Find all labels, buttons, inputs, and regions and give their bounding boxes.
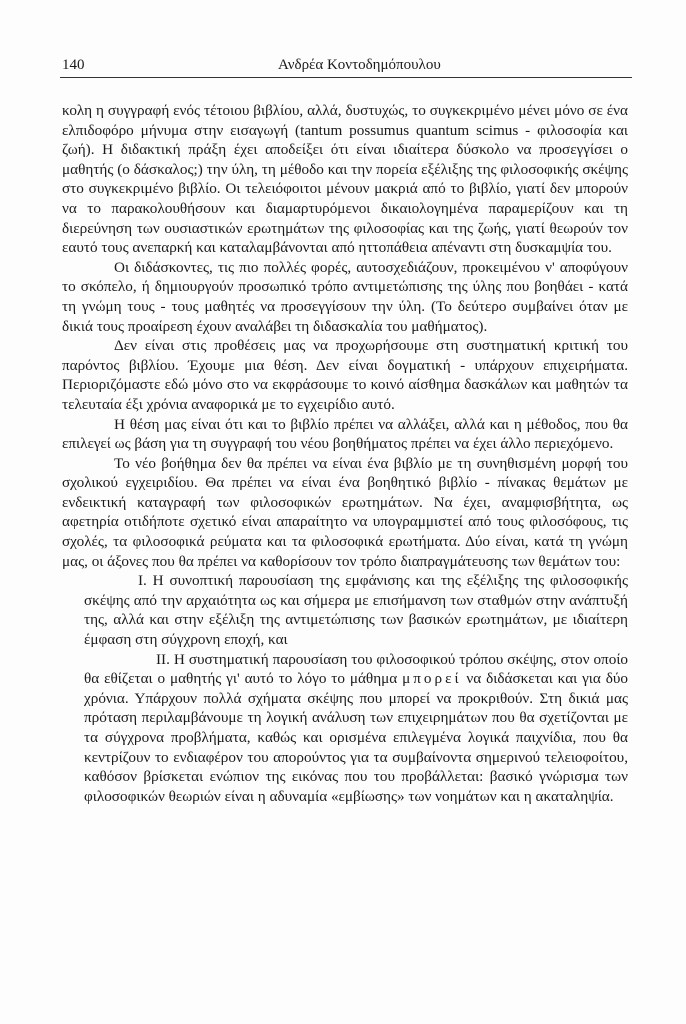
list-item-2-text-after: να διδάσκεται και για δύο χρόνια. Υπάρχουν πολλά σχήματα σκέψης που μπορεί να προκριθούν. Στη δικιά μας πρόταση περιλαμβάνουμε τη λογική ανάλυση των επιχειρημάτων που θα σχετίζονται με τα σύγχρονα προβλήματα, καθώς και ορισμένα επιλεγμένα λογικά παιχνίδια, που θα κεντρίζουν το ενδιαφέρον του απορούντος για τα συμβαίνοντα σημερινού τελειοφοίτου, καθόσον βρίσκεται ενώπιον της εικόνας που του προβάλλεται: βασικό γνώρισμα των φιλοσοφικών θεωριών είναι η αδυναμία «εμβίωσης» των νοημάτων και η ακαταληψία. <box>84 670 628 805</box>
header-rule <box>60 77 632 78</box>
running-head: Ανδρέα Κοντοδημόπουλου <box>278 57 441 73</box>
page-header <box>60 50 632 80</box>
body-text <box>62 101 628 806</box>
paragraph-5: Το νέο βοήθημα δεν θα πρέπει να είναι ένα βιβλίο με τη συνηθισμένη μορφή του σχολικού εγχειριδίου. Θα πρέπει να είναι ένα βοηθητικό βιβλίο - πίνακας θεμάτων με ενδεικτική καταγραφή των φιλοσοφικών ερωτημάτων. Να έχει, αναμφισβήτητα, ως αφετηρία οτιδήποτε σχετικό είναι απαραίτητο να υπογραμμιστεί από τους φιλοσόφους, τις σχολές, τα φιλοσοφικά ρεύματα και τα φιλοσοφικά ερωτήματα. Δύο είναι, κατά τη γνώμη μας, οι άξονες που θα πρέπει να καθορίσουν τον τρόπο διαπραγμάτευσης των θεμάτων του: <box>62 454 628 570</box>
paragraph-4: Η θέση μας είναι ότι και το βιβλίο πρέπει να αλλάξει, αλλά και η μέθοδος, που θα επιλεγεί ως βάση για τη συγγραφή του νέου βοηθήματος πρέπει να έχει άλλο περιεχόμενο. <box>62 415 628 453</box>
emphasis-word: μπορεί <box>402 670 462 688</box>
list-item-2-text-before: ΙΙ. Η συστηματική παρουσίαση του φιλοσοφικού τρόπου σκέψης, στον οποίο θα εθίζεται ο μαθητής γι' αυτό το λόγο το μάθημα <box>84 650 628 688</box>
paragraph-2: Οι διδάσκοντες, τις πιο πολλές φορές, αυτοσχεδιάζουν, προκειμένου ν' αποφύγουν το σκόπελο, ή δημιουργούν προσωπικό τρόπο αντιμετώπισης της ύλης που βοηθάει - κατά τη γνώμη τους - τους μαθητές να προσεγγίσουν την ύλη. (Το δεύτερο συμβαίνει όταν με δικιά τους προαίρεση έχουν αναλάβει τη διδασκαλία του μαθήματος). <box>62 258 628 335</box>
paragraph-3: Δεν είναι στις προθέσεις μας να προχωρήσουμε στη συστηματική κριτική του παρόντος βιβλίου. Έχουμε μια θέση. Δεν είναι δογματική - υπάρχουν επιχειρήματα. Περιοριζόμαστε εδώ μόνο στο να εκφράσουμε το κοινό αίσθημα δασκάλων και μαθητών τα τελευταία έξι χρόνια αναφορικά με το εγχειρίδιο αυτό. <box>62 337 628 413</box>
page-number: 140 <box>62 57 85 73</box>
paragraph-1: κολη η συγγραφή ενός τέτοιου βιβλίου, αλλά, δυστυχώς, το συγκεκριμένο μένει μόνο σε ένα ελπιδοφόρο μήνυμα στην εισαγωγή (tantum possumus quantum scimus - φιλοσοφία και ζωή). Η διδακτική πράξη έχει αποδείξει ότι είναι ιδιαίτερα δύσκολο να προσεγγίσει ο μαθητής (ο δάσκαλος;) την ύλη, τη μέθοδο και την πορεία εξέλιξης της φιλοσοφικής σκέψης στο συγκεκριμένο βιβλίο. Οι τελειόφοιτοι μένουν μακριά από το βιβλίο, γιατί δεν μπορούν να το παρακολουθήσουν και διαμαρτυρόμενοι δικαιολογημένα παραμερίζουν και τη διερεύνηση των ουσιαστικών ερωτημάτων της φιλοσοφίας και της ζωής, γιατί θεωρούν τον εαυτό τους ανεπαρκή και καταλαμβάνονται από ηττοπάθεια απέναντι στη δυσκαμψία του. <box>62 102 628 257</box>
list-item-1: Ι. Η συνοπτική παρουσίαση της εμφάνισης και της εξέλιξης της φιλοσοφικής σκέψης από την αρχαιότητα ως και σήμερα με επισήμανση των σταθμών στην ανάπτυξή της, αλλά και στην εξέλιξη της αντιμετώπισης των βασικών ερωτημάτων, με ιδιαίτερη έμφαση στη σύγχρονη εποχή, και <box>84 572 628 649</box>
list-item-2 <box>62 650 628 807</box>
